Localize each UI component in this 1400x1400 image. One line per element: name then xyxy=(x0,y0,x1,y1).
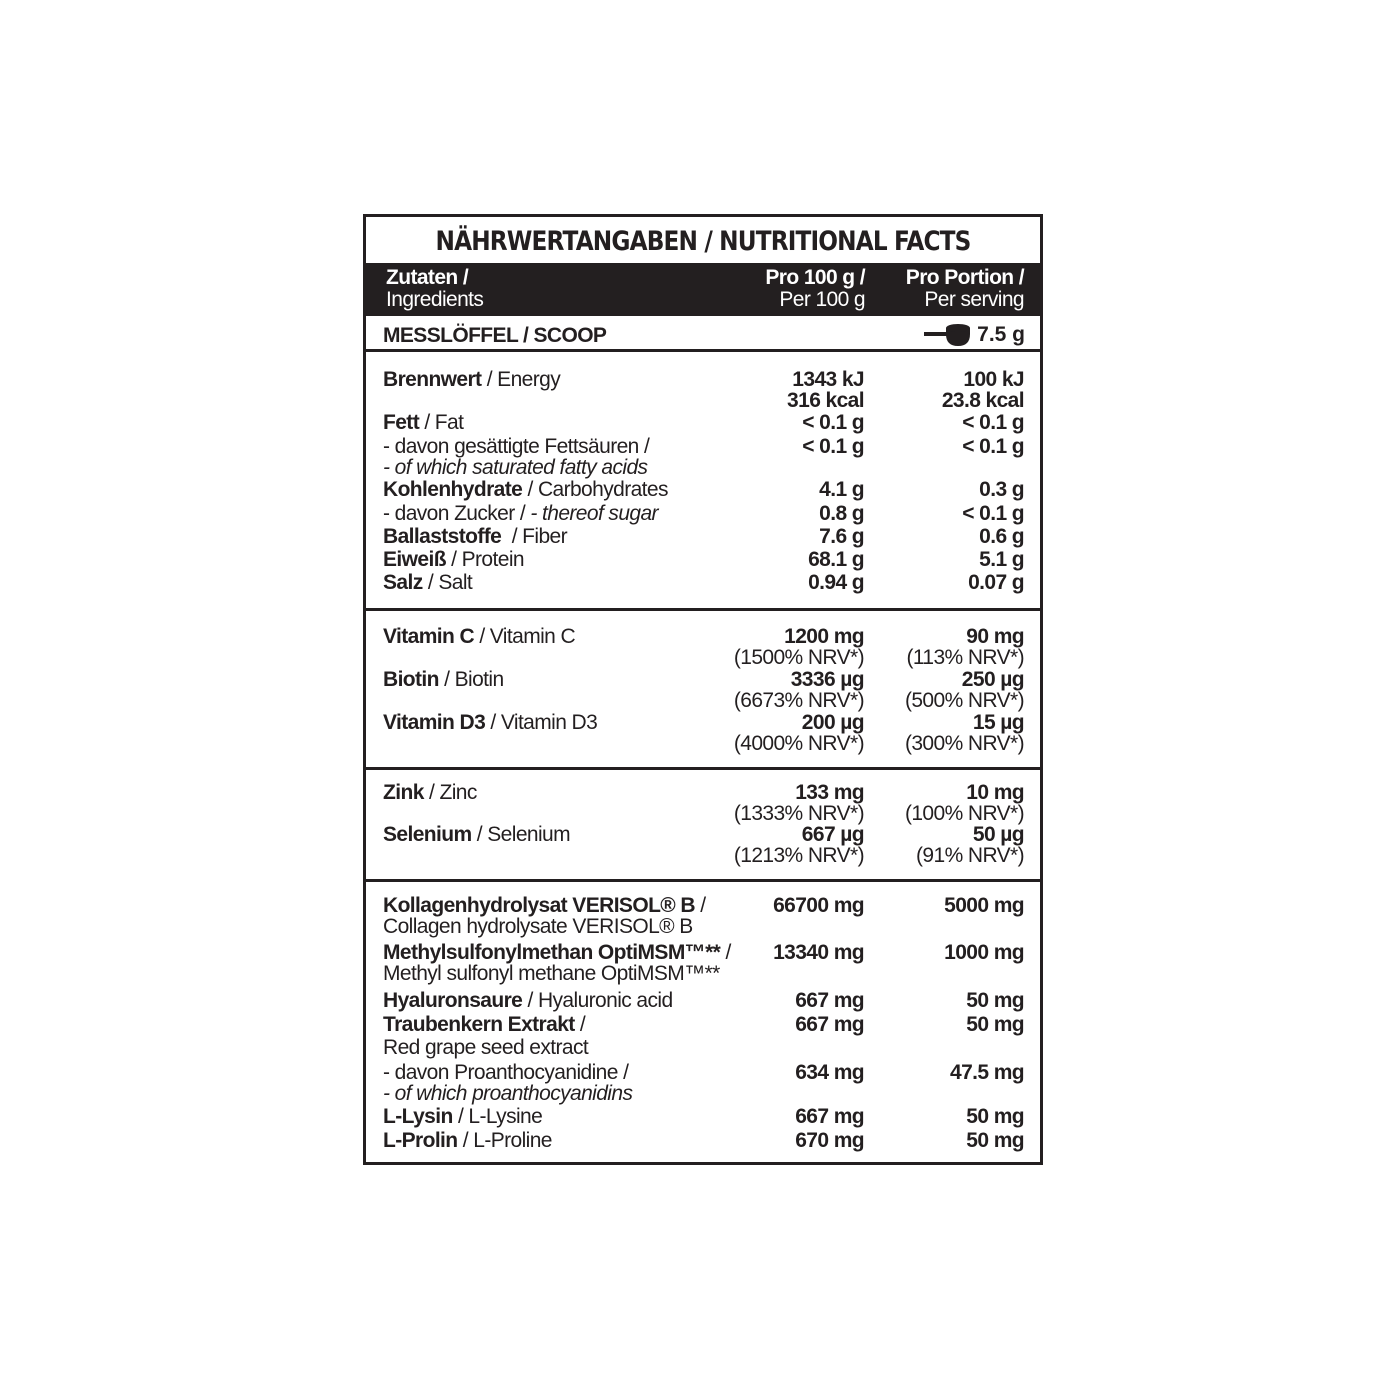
nutrient-name: Hyaluronsaure / Hyaluronic acid xyxy=(383,989,673,1012)
value-per-100g: 1343 kJ 316 kcal xyxy=(787,368,864,412)
scoop-amount: 7.5 g xyxy=(977,323,1025,346)
section-divider xyxy=(366,608,1040,611)
nutrient-name: Vitamin D3 / Vitamin D3 xyxy=(383,711,598,734)
value-per-serving: 250 µg (500% NRV*) xyxy=(904,668,1024,712)
value-per-serving: < 0.1 g xyxy=(962,435,1024,458)
value-per-100g: 3336 µg (6673% NRV*) xyxy=(733,668,864,712)
value-per-serving: < 0.1 g xyxy=(962,502,1024,525)
value-per-serving: 90 mg (113% NRV*) xyxy=(906,625,1024,669)
nutrient-name: Kohlenhydrate / Carbohydrates xyxy=(383,478,668,501)
value-per-100g: 670 mg xyxy=(795,1129,864,1152)
scoop-row xyxy=(366,316,1040,352)
value-per-serving: 0.6 g xyxy=(979,525,1024,548)
value-per-serving: 50 mg xyxy=(966,1013,1024,1036)
section-divider xyxy=(366,767,1040,770)
header-per-100g-de: Pro 100 g / xyxy=(765,266,865,289)
nutrient-name: Zink / Zinc xyxy=(383,781,477,804)
value-per-100g: 13340 mg xyxy=(773,941,864,964)
value-per-serving: 50 mg xyxy=(966,1129,1024,1152)
nutrient-name: Ballaststoffe / Fiber xyxy=(383,525,568,548)
value-per-100g: < 0.1 g xyxy=(802,411,864,434)
nutrient-name: Kollagenhydrolysat VERISOL® B / Collagen hydrolysate VERISOL® B xyxy=(383,894,706,938)
value-per-100g: 133 mg (1333% NRV*) xyxy=(733,781,864,825)
value-per-100g: 1200 mg (1500% NRV*) xyxy=(733,625,864,669)
value-per-serving: 100 kJ 23.8 kcal xyxy=(941,368,1024,412)
value-per-serving: 50 µg (91% NRV*) xyxy=(916,823,1024,867)
label-title: NÄHRWERTANGABEN / NUTRITIONAL FACTS xyxy=(435,226,971,257)
scoop-label: MESSLÖFFEL / SCOOP xyxy=(383,324,607,347)
nutrient-name: Traubenkern Extrakt / Red grape seed extract xyxy=(383,1013,589,1059)
header-ingredients-de: Zutaten / xyxy=(386,266,469,289)
nutrient-name: Biotin / Biotin xyxy=(383,668,504,691)
header-per-serving-en: Per serving xyxy=(924,288,1024,311)
value-per-serving: 1000 mg xyxy=(944,941,1024,964)
header-ingredients xyxy=(386,267,483,311)
value-per-serving: < 0.1 g xyxy=(962,411,1024,434)
value-per-100g: < 0.1 g xyxy=(802,435,864,458)
nutrient-name: Selenium / Selenium xyxy=(383,823,571,846)
nutrition-facts-label xyxy=(363,214,1043,1165)
value-per-100g: 667 mg xyxy=(795,1013,864,1036)
nutrient-name: Fett / Fat xyxy=(383,411,464,434)
value-per-serving: 15 µg (300% NRV*) xyxy=(904,711,1024,755)
value-per-serving: 5.1 g xyxy=(979,548,1024,571)
value-per-serving: 0.07 g xyxy=(968,571,1024,594)
value-per-serving: 50 mg xyxy=(966,1105,1024,1128)
value-per-100g: 0.94 g xyxy=(808,571,864,594)
section-divider xyxy=(366,879,1040,882)
value-per-100g: 634 mg xyxy=(795,1061,864,1084)
value-per-100g: 667 mg xyxy=(795,989,864,1012)
value-per-100g: 7.6 g xyxy=(819,525,864,548)
value-per-100g: 4.1 g xyxy=(819,478,864,501)
nutrient-name: - davon gesättigte Fettsäuren / - of which saturated fatty acids xyxy=(383,435,650,479)
header-per-serving-de: Pro Portion / xyxy=(905,266,1024,289)
value-per-100g: 200 µg (4000% NRV*) xyxy=(733,711,864,755)
value-per-100g: 667 mg xyxy=(795,1105,864,1128)
value-per-100g: 68.1 g xyxy=(808,548,864,571)
nutrient-name: L-Lysin / L-Lysine xyxy=(383,1105,543,1128)
value-per-serving: 0.3 g xyxy=(979,478,1024,501)
value-per-serving: 50 mg xyxy=(966,989,1024,1012)
value-per-100g: 667 µg (1213% NRV*) xyxy=(733,823,864,867)
value-per-100g: 0.8 g xyxy=(819,502,864,525)
nutrient-name: L-Prolin / L-Proline xyxy=(383,1129,552,1152)
value-per-serving: 47.5 mg xyxy=(949,1061,1024,1084)
header-per-100g xyxy=(765,267,865,311)
nutrient-name: Methylsulfonylmethan OptiMSM™** / Methyl sulfonyl methane OptiMSM™** xyxy=(383,941,731,985)
nutrient-name: Eiweiß / Protein xyxy=(383,548,524,571)
nutrient-name: - davon Zucker / - thereof sugar xyxy=(383,502,658,525)
header-ingredients-en: Ingredients xyxy=(386,288,484,311)
column-header-bar xyxy=(366,263,1040,316)
nutrient-name: Brennwert / Energy xyxy=(383,368,561,391)
nutrient-name: Vitamin C / Vitamin C xyxy=(383,625,576,648)
scoop-icon xyxy=(924,322,974,348)
nutrient-name: - davon Proanthocyanidine / - of which proanthocyanidins xyxy=(383,1061,633,1105)
value-per-serving: 5000 mg xyxy=(944,894,1024,917)
value-per-serving: 10 mg (100% NRV*) xyxy=(904,781,1024,825)
header-per-serving xyxy=(906,267,1024,311)
value-per-100g: 66700 mg xyxy=(773,894,864,917)
nutrient-name: Salz / Salt xyxy=(383,571,473,594)
header-per-100g-en: Per 100 g xyxy=(779,288,865,311)
